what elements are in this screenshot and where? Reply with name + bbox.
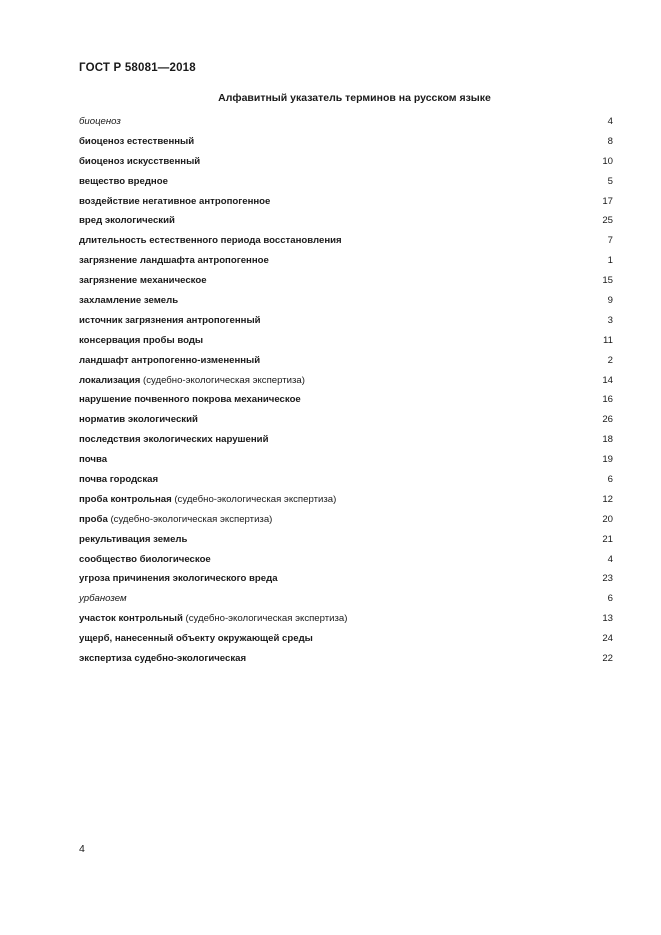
term-page-number: 8 [607,135,613,147]
standard-code: ГОСТ Р 58081—2018 [79,62,196,74]
term-page-number: 22 [602,653,613,665]
term-text: воздействие негативное антропогенное [79,195,271,207]
term-page-number: 13 [602,613,613,625]
term-text: биоценоз естественный [79,135,195,147]
term-page-number: 26 [602,414,613,426]
term-text: проба контрольная [79,493,172,505]
index-entries [79,112,613,669]
term-page-number: 6 [607,474,613,486]
index-term [79,331,203,351]
term-page-number: 18 [602,434,613,446]
term-text: захламление земель [79,295,179,307]
index-term [79,271,207,291]
index-entry [79,609,613,629]
index-entry [79,291,613,311]
index-term [79,371,305,391]
term-text: проба [79,513,108,525]
index-entry [79,629,613,649]
index-entry [79,589,613,609]
index-term [79,311,261,331]
index-term [79,490,336,510]
term-text: ландшафт антропогенно-измененный [79,354,261,366]
term-page-number: 6 [607,593,613,605]
term-page-number: 4 [607,116,613,127]
term-page-number: 12 [602,493,613,505]
index-entry [79,450,613,470]
index-term [79,132,194,152]
term-page-number: 2 [607,354,613,366]
page-number: 4 [79,843,85,855]
term-page-number: 9 [607,295,613,307]
term-text: локализация [79,374,141,386]
term-text: источник загрязнения антропогенный [79,314,261,326]
term-text: загрязнение ландшафта антропогенное [79,255,269,267]
term-text: почва городская [79,474,159,486]
term-page-number: 20 [602,513,613,525]
index-term [79,569,278,589]
index-term [79,430,268,450]
term-page-number: 4 [607,553,613,565]
term-text: рекультивация земель [79,533,188,545]
index-term [79,390,301,410]
index-term [79,112,121,132]
index-term [79,589,127,609]
index-term [79,351,260,371]
term-page-number: 25 [602,215,613,227]
index-entry [79,251,613,271]
term-text: биоценоз [79,116,121,127]
index-entry [79,331,613,351]
index-term [79,649,246,669]
term-text: урбанозем [79,593,127,605]
term-text: последствия экологических нарушений [79,434,269,446]
index-entry [79,112,613,132]
term-page-number: 1 [607,255,613,267]
term-note: (судебно-экологическая экспертиза) [171,493,337,505]
term-page-number: 5 [607,175,613,187]
index-entry [79,530,613,550]
index-term [79,291,178,311]
index-entry [79,550,613,570]
term-text: норматив экологический [79,414,198,426]
index-term [79,530,187,550]
index-term [79,410,198,430]
term-page-number: 7 [607,235,613,247]
index-entry [79,470,613,490]
term-note: (судебно-экологическая экспертиза) [107,513,273,525]
term-note: (судебно-экологическая экспертиза) [140,374,305,386]
index-entry [79,351,613,371]
index-term [79,251,269,271]
index-entry [79,490,613,510]
term-page-number: 14 [602,374,613,386]
index-term [79,550,211,570]
index-entry [79,410,613,430]
index-entry [79,231,613,251]
term-page-number: 10 [602,155,613,167]
term-text: угроза причинения экологического вреда [79,573,278,585]
term-text: ущерб, нанесенный объекту окружающей среды [79,633,313,645]
term-page-number: 19 [602,454,613,466]
index-entry [79,192,613,212]
index-entry [79,132,613,152]
index-entry [79,569,613,589]
term-text: консервация пробы воды [79,334,204,346]
index-entry [79,211,613,231]
index-term [79,629,313,649]
term-text: вред экологический [79,215,175,227]
term-note: (судебно-экологическая экспертиза) [182,613,348,625]
index-title: Алфавитный указатель терминов на русском языке [218,92,491,104]
term-text: почва [79,454,108,466]
term-text: вещество вредное [79,175,168,187]
term-text: участок контрольный [79,613,183,625]
index-term [79,172,168,192]
index-term [79,152,200,172]
term-text: загрязнение механическое [79,275,207,287]
index-entry [79,510,613,530]
term-page-number: 23 [602,573,613,585]
index-entry [79,172,613,192]
term-text: длительность естественного периода восстановления [79,235,342,247]
index-term [79,192,270,212]
term-text: экспертиза судебно-экологическая [79,653,247,665]
term-page-number: 15 [602,275,613,287]
term-text: биоценоз искусственный [79,155,201,167]
index-entry [79,311,613,331]
term-page-number: 17 [602,195,613,207]
term-page-number: 16 [602,394,613,406]
term-text: нарушение почвенного покрова механическое [79,394,301,406]
index-term [79,231,342,251]
term-page-number: 11 [603,334,613,346]
index-entry [79,430,613,450]
term-page-number: 21 [602,533,613,545]
index-term [79,510,272,530]
term-page-number: 24 [602,633,613,645]
index-term [79,450,107,470]
index-term [79,470,158,490]
index-entry [79,390,613,410]
index-term [79,609,347,629]
index-term [79,211,175,231]
term-text: сообщество биологическое [79,553,211,565]
index-entry [79,649,613,669]
index-entry [79,271,613,291]
term-page-number: 3 [607,314,613,326]
index-entry [79,371,613,391]
index-entry [79,152,613,172]
